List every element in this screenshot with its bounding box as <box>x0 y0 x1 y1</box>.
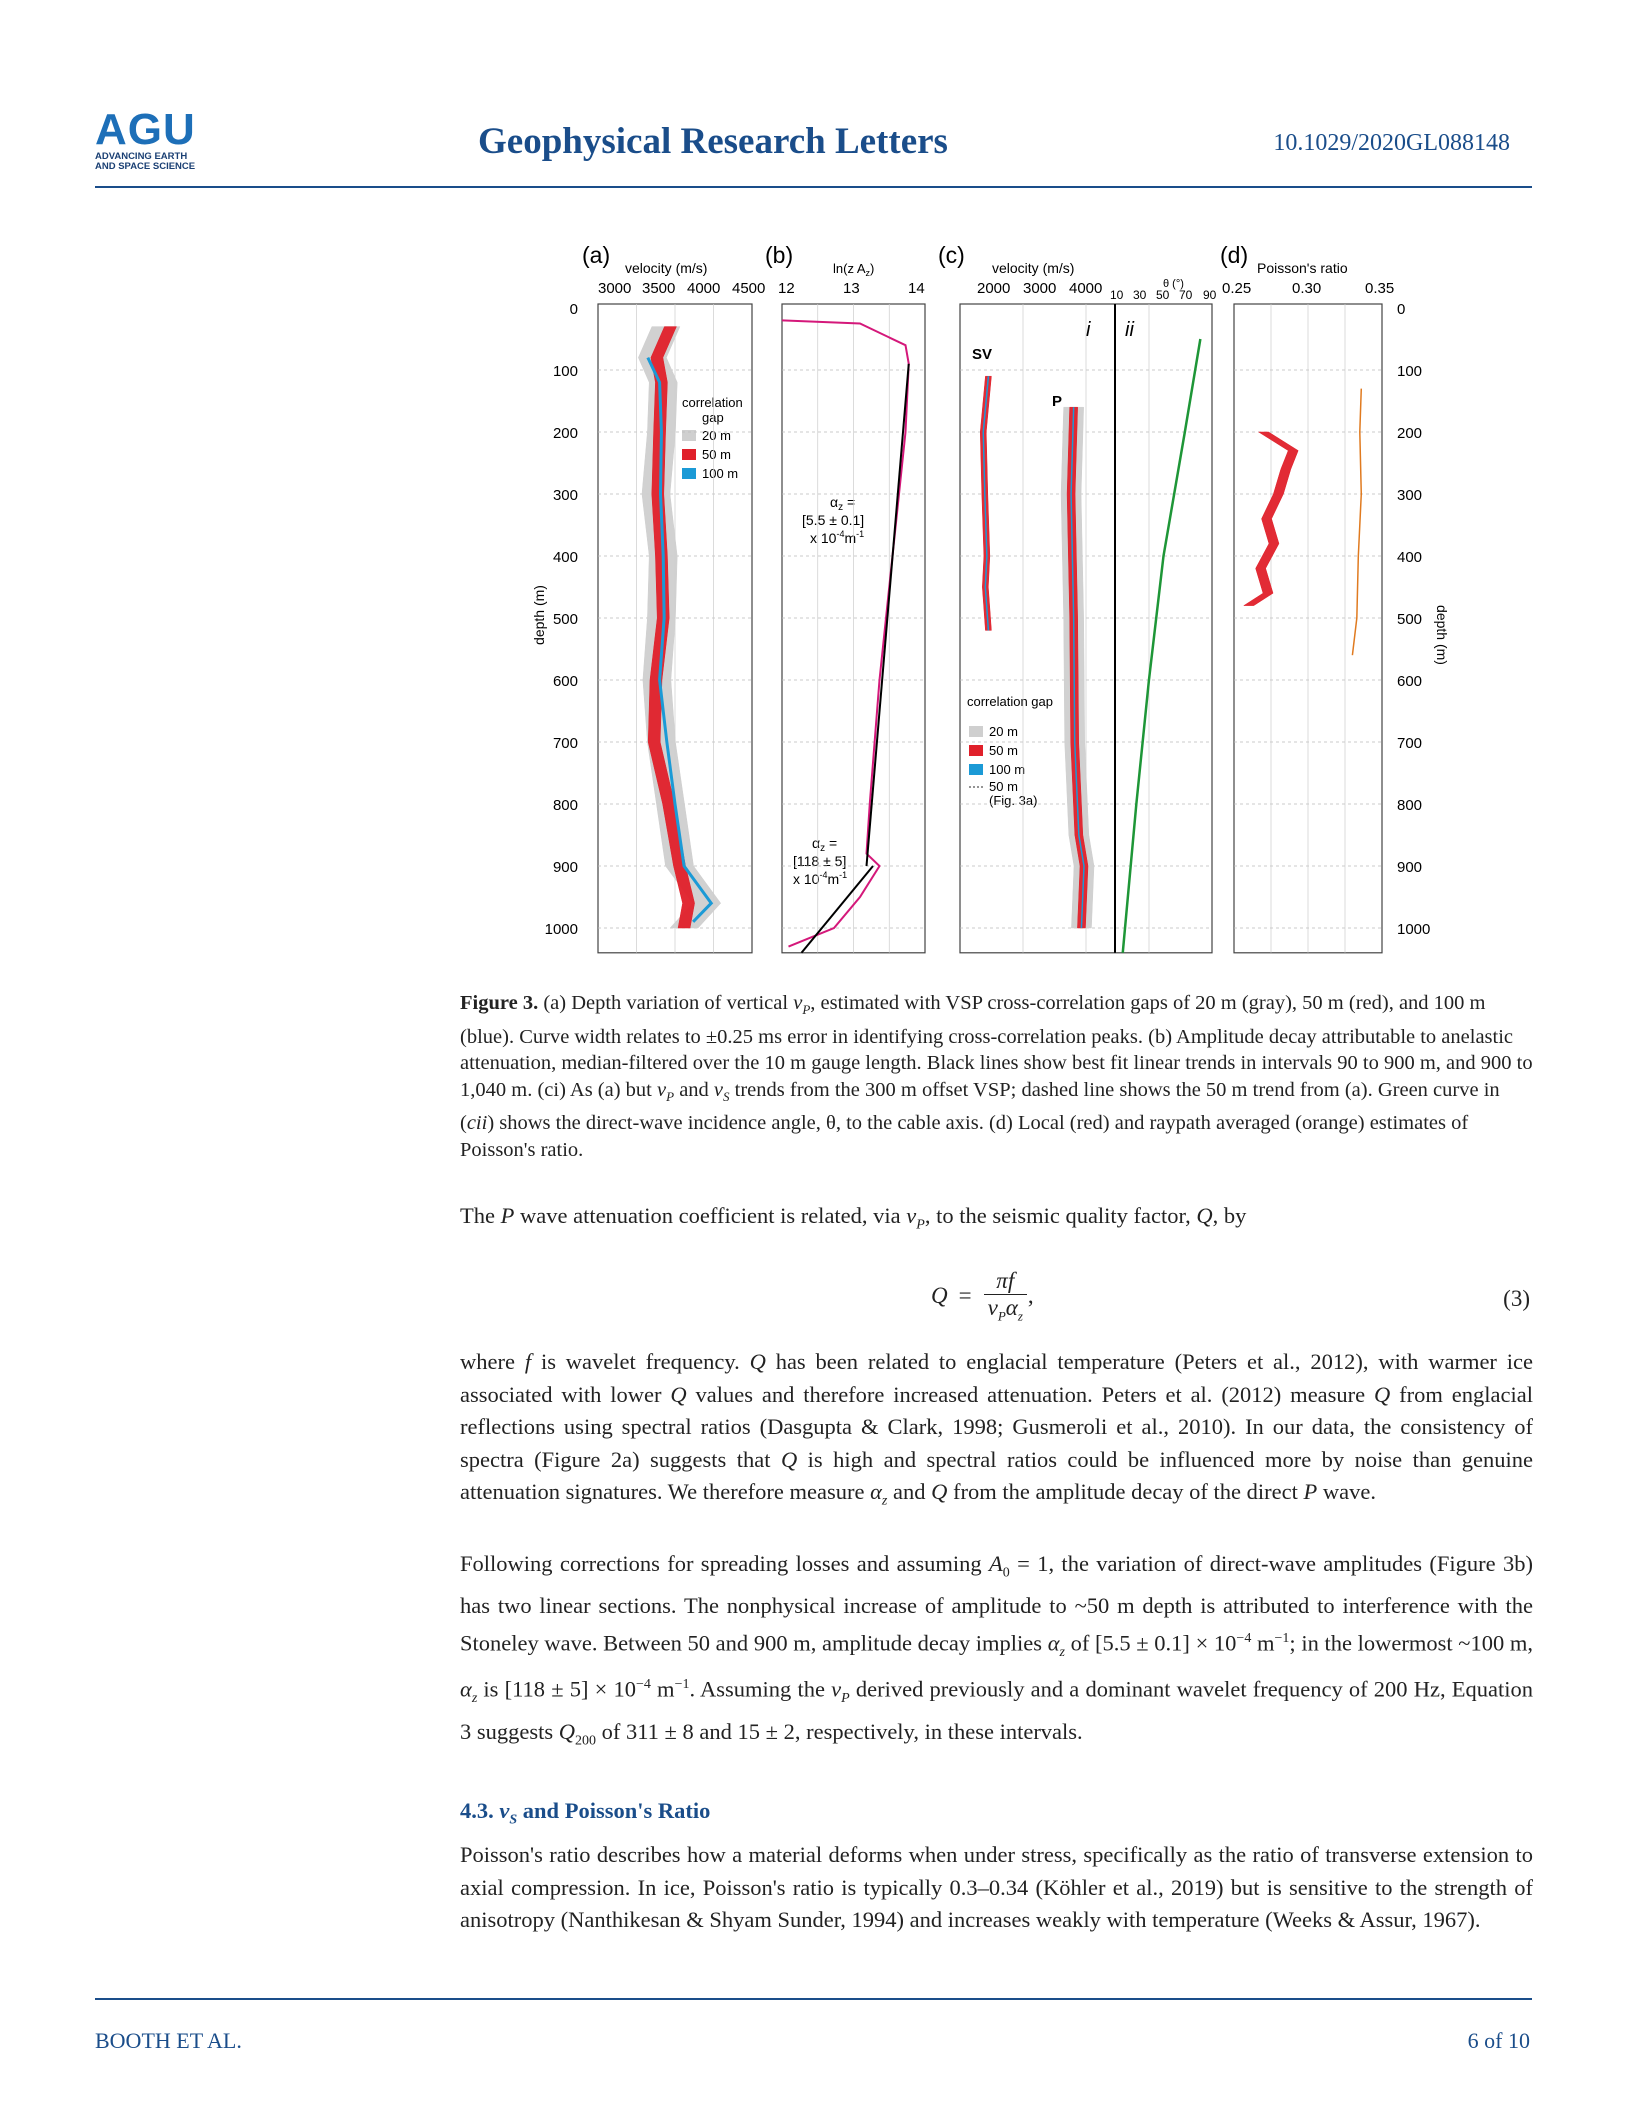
panel-d-ytick: 700 <box>1397 735 1423 752</box>
panel-a-xlabel: velocity (m/s) <box>625 260 708 276</box>
panel-c-xtick: 3000 <box>1023 280 1057 297</box>
panel-d-ylabel: depth (m) <box>1434 605 1450 665</box>
panel-d-xlabel: Poisson's ratio <box>1257 260 1348 276</box>
paragraph-3: Following corrections for spreading losses and assuming $A_0 = 1$, the variation of direct-wave amplitudes (Figure 3b) has two linear sections. The nonphysical increase of amplitude to ~50 m depth is attributed to interference with the Stoneley wave. Between 50 and 900 m, amplitude decay implies $\alpha_z$ of $[5.5 \pm 0.1] \times 10^{-4}$ $m^{-1}$; in the lowermost ~100 m, $\alpha_z$ is $[118 \pm 5] \times 10^{-4}$ $m^{-1}$. Assuming the $v_P$ derived previously and a dominant wavelet frequency of 200 Hz, Equation 3 suggests $Q_{200}$ of 311 ± 8 and 15 ± 2, respectively, in these intervals. <box>460 1551 1533 1748</box>
panel-a-ytick: 0 <box>569 301 578 318</box>
panel-c-xtick: 4000 <box>1069 280 1103 297</box>
panel-b-annotation-upper <box>802 494 864 546</box>
svg-text:x 10-4m-1: x $10^{-4}m^{-1}$ <box>793 870 848 887</box>
panel-d-xtick: 0.35 <box>1365 280 1395 297</box>
panel-c-legend-title: correlation gap <box>967 694 1053 709</box>
paragraph-1: The P wave attenuation coefficient is related, via $v_P$, to the seismic quality factor, Q, by <box>460 1203 1247 1233</box>
panel-c-legend-fig3a: (Fig. 3a) <box>989 793 1038 808</box>
panel-a-ytick: 400 <box>552 549 578 566</box>
panel-c-theta-tick: 30 <box>1133 288 1147 302</box>
incidence-angle-curve <box>1123 339 1201 953</box>
panel-b-annotation-lower <box>793 835 847 887</box>
legend-swatch-50m <box>969 745 983 756</box>
agu-logo-text: AGU <box>95 105 196 154</box>
panel-b-xlabel: ln(z $A_z$) <box>833 261 875 278</box>
panel-d <box>1220 242 1450 938</box>
agu-logo <box>95 105 196 172</box>
legend-label-50m: 50 m <box>702 447 731 462</box>
panel-a-ytick: 100 <box>552 363 578 380</box>
panel-d-ytick: 600 <box>1397 673 1423 690</box>
panel-b-xtick: 14 <box>908 280 925 297</box>
panel-c-theta-tick: 10 <box>1110 288 1124 302</box>
panel-a-xticks <box>598 280 765 297</box>
panel-a-xtick: 4000 <box>687 280 721 297</box>
panel-d-xtick: 0.25 <box>1222 280 1252 297</box>
paragraph-2: where f is wavelet frequency. Q has been related to englacial temperature (Peters et al., 2012), with warmer ice associated with lower Q values and therefore increased attenuation. Peters et al. (2012) measure Q from englacial reflections using spectral ratios (Dasgupta & Clark, 1998; Gusmeroli et al., 2010). In our data, the consistency of spectra (Figure 2a) suggests that Q is high and spectral ratios could be influenced more by noise than genuine attenuation signatures. We therefore measure $\alpha_z$ and Q from the amplitude decay of the direct P wave. <box>460 1349 1534 1509</box>
doi: 10.1029/2020GL088148 <box>1273 130 1510 156</box>
panel-c-theta-tick: 50 <box>1156 288 1170 302</box>
panel-d-ytick: 1000 <box>1397 921 1431 938</box>
panel-b-label: (b) <box>765 242 794 268</box>
svg-text:[118 ± 5]: [118 ± 5] <box>793 853 847 869</box>
panel-c-wave-p: P <box>1052 393 1063 410</box>
svg-text:x 10-4m-1: x $10^{-4}m^{-1}$ <box>810 529 865 546</box>
panel-c-theta-tick: 90 <box>1203 288 1217 302</box>
panel-d-ytick: 0 <box>1397 301 1406 318</box>
panel-a-ytick: 600 <box>552 673 578 690</box>
panel-c-legend-50m: 50 m <box>989 743 1018 758</box>
header-rule <box>95 186 1532 188</box>
panel-b <box>765 242 925 887</box>
panel-c-theta-label: θ (°) <box>1163 278 1184 290</box>
panel-a-ytick: 900 <box>552 859 578 876</box>
panel-c-wave-sv: SV <box>972 346 993 363</box>
panel-d-ytick: 200 <box>1397 425 1423 442</box>
agu-logo-subtitle-1: ADVANCING EARTH <box>95 151 188 162</box>
fit-line-upper <box>867 364 909 866</box>
panel-c-label: (c) <box>938 242 965 268</box>
legend-swatch-20m <box>969 726 983 737</box>
panel-d-label: (d) <box>1220 242 1249 268</box>
panel-a-yticks <box>545 301 578 938</box>
journal-title: Geophysical Research Letters <box>478 121 948 162</box>
svg-text:[5.5 ± 0.1]: [5.5 ± 0.1] <box>802 512 865 528</box>
footer-page-number: 6 of 10 <box>1467 2028 1530 2053</box>
panel-b-xtick: 12 <box>778 280 795 297</box>
panel-c-legend <box>967 694 1053 808</box>
panel-a-xtick: 4500 <box>732 280 766 297</box>
legend-swatch-50m <box>682 449 696 460</box>
panel-d-ytick: 400 <box>1397 549 1423 566</box>
panel-a-label: (a) <box>582 242 611 268</box>
panel-d-xtick: 0.30 <box>1292 280 1322 297</box>
panel-b-xtick: 13 <box>843 280 860 297</box>
svg-text:αz =: $\alpha_z$ = <box>812 835 838 854</box>
panel-a-ytick: 500 <box>552 611 578 628</box>
svg-text:αz =: $\alpha_z$ = <box>830 494 856 513</box>
panel-d-yticks <box>1397 301 1430 938</box>
section-heading: 4.3. $v_S$ and Poisson's Ratio <box>460 1798 711 1828</box>
paragraph-4: Poisson's ratio describes how a material deforms when under stress, specifically as the ratio of transverse extension to axial compression. In ice, Poisson's ratio is typically 0.3–0.34 (Köhler et al., 2019) but is sensitive to the strength of anisotropy (Nanthikesan & Shyam Sunder, 1994) and increases weakly with temperature (Weeks & Assur, 1967). <box>460 1842 1533 1932</box>
panel-d-ytick: 900 <box>1397 859 1423 876</box>
panel-a-xtick: 3500 <box>642 280 676 297</box>
panel-a-ytick: 300 <box>552 487 578 504</box>
figure-caption: Figure 3. (a) Depth variation of vertical $v_P$, estimated with VSP cross-correlation gaps of 20 m (gray), 50 m (red), and 100 m (blue). Curve width relates to ±0.25 ms error in identifying cross-correlation peaks. (b) Amplitude decay attributable to anelastic attenuation, median-filtered over the 10 m gauge length. Black lines show best fit linear trends in intervals 90 to 900 m, and 900 to 1,040 m. (ci) As (a) but $v_P$ and $v_S$ trends from the 300 m offset VSP; dashed line shows the 50 m trend from (a). Green curve in (cii) shows the direct-wave incidence angle, θ, to the cable axis. (d) Local (red) and raypath averaged (orange) estimates of Poisson's ratio. <box>460 992 1533 1161</box>
panel-a-legend <box>682 395 743 481</box>
panel-a-xtick: 3000 <box>598 280 632 297</box>
panel-c-theta-tick: 70 <box>1179 288 1193 302</box>
legend-label-100m: 100 m <box>702 466 739 481</box>
panel-c-sublabel-ii: ii <box>1125 319 1134 341</box>
panel-a-ytick: 1000 <box>544 921 578 938</box>
figure-3 <box>520 235 1540 965</box>
panel-d-ytick: 100 <box>1397 363 1423 380</box>
equation-3: Q = πf , $v_P\alpha_z$ <box>931 1268 1034 1324</box>
panel-c-xtick: 2000 <box>977 280 1011 297</box>
panel-c-legend-100m: 100 m <box>989 762 1026 777</box>
panel-c-sublabel-i: i <box>1086 319 1091 341</box>
legend-label-20m: 20 m <box>702 428 731 443</box>
legend-title-correlation: correlation <box>682 395 743 410</box>
panel-c-xlabel: velocity (m/s) <box>992 260 1075 276</box>
panel-d-ytick: 800 <box>1397 797 1423 814</box>
panel-a-ytick: 800 <box>552 797 578 814</box>
caption-label: Figure 3. <box>460 992 539 1014</box>
panel-a-ylabel: depth (m) <box>531 585 547 645</box>
legend-swatch-100m <box>969 764 983 775</box>
panel-c-legend-50m-dashed: 50 m <box>989 779 1018 794</box>
panel-a-ytick: 200 <box>552 425 578 442</box>
panel-c-legend-20m: 20 m <box>989 724 1018 739</box>
legend-swatch-100m <box>682 468 696 479</box>
footer-rule <box>95 1998 1532 2000</box>
legend-title-gap: gap <box>702 410 724 425</box>
footer-authors: BOOTH ET AL. <box>95 2028 242 2053</box>
agu-logo-subtitle-2: AND SPACE SCIENCE <box>95 161 196 172</box>
panel-a-ytick: 700 <box>552 735 578 752</box>
equation-number: (3) <box>1503 1286 1530 1311</box>
panel-d-ytick: 300 <box>1397 487 1423 504</box>
poisson-raypath-line <box>1352 389 1361 656</box>
panel-d-ytick: 500 <box>1397 611 1423 628</box>
